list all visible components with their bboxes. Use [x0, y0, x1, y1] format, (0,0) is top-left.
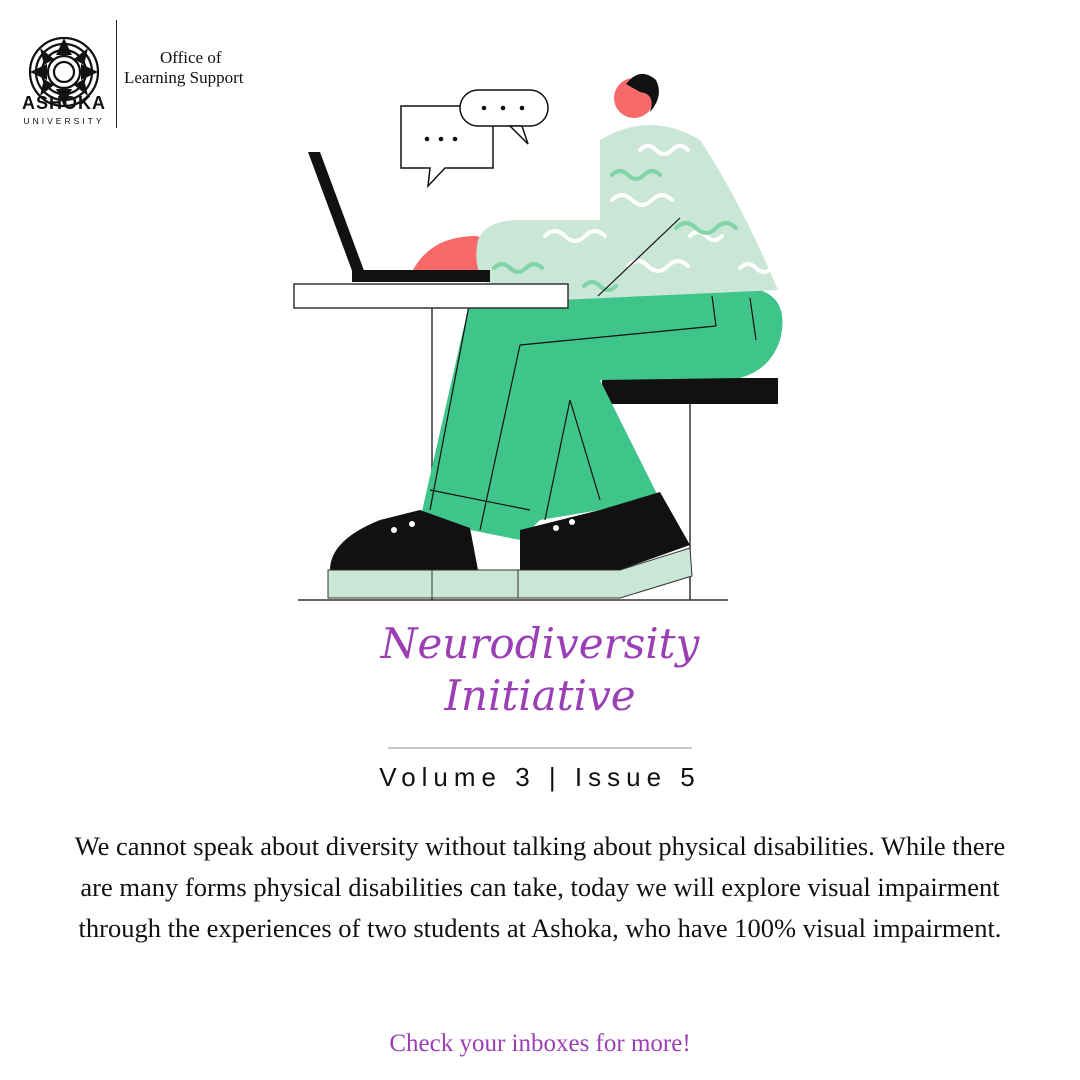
body-paragraph: We cannot speak about diversity without talking about physical disabilities. While there are many forms physical disabilities can take, today we will explore visual impairment through the experiences of two students at Ashoka, who have 100% visual impairment. — [74, 831, 1006, 943]
issue-label: Volume 3 | Issue 5 — [379, 762, 701, 792]
inbox-cta: Check your inboxes for more! — [389, 1030, 691, 1057]
page-title — [340, 618, 740, 722]
title-divider — [388, 747, 692, 749]
logo-wordmark: ASHOKA — [21, 93, 106, 113]
title-line-2: Initiative — [444, 671, 636, 720]
header-divider — [116, 20, 117, 128]
speech-bubble-icon — [401, 90, 548, 186]
office-line-1: Office of — [160, 48, 222, 67]
office-name — [124, 48, 243, 88]
person-at-laptop-illustration — [290, 66, 790, 611]
title-line-1: Neurodiversity — [380, 619, 700, 668]
office-line-2: Learning Support — [124, 68, 244, 87]
logo-subtitle: UNIVERSITY — [23, 116, 105, 126]
ashoka-logo-icon — [18, 20, 118, 130]
